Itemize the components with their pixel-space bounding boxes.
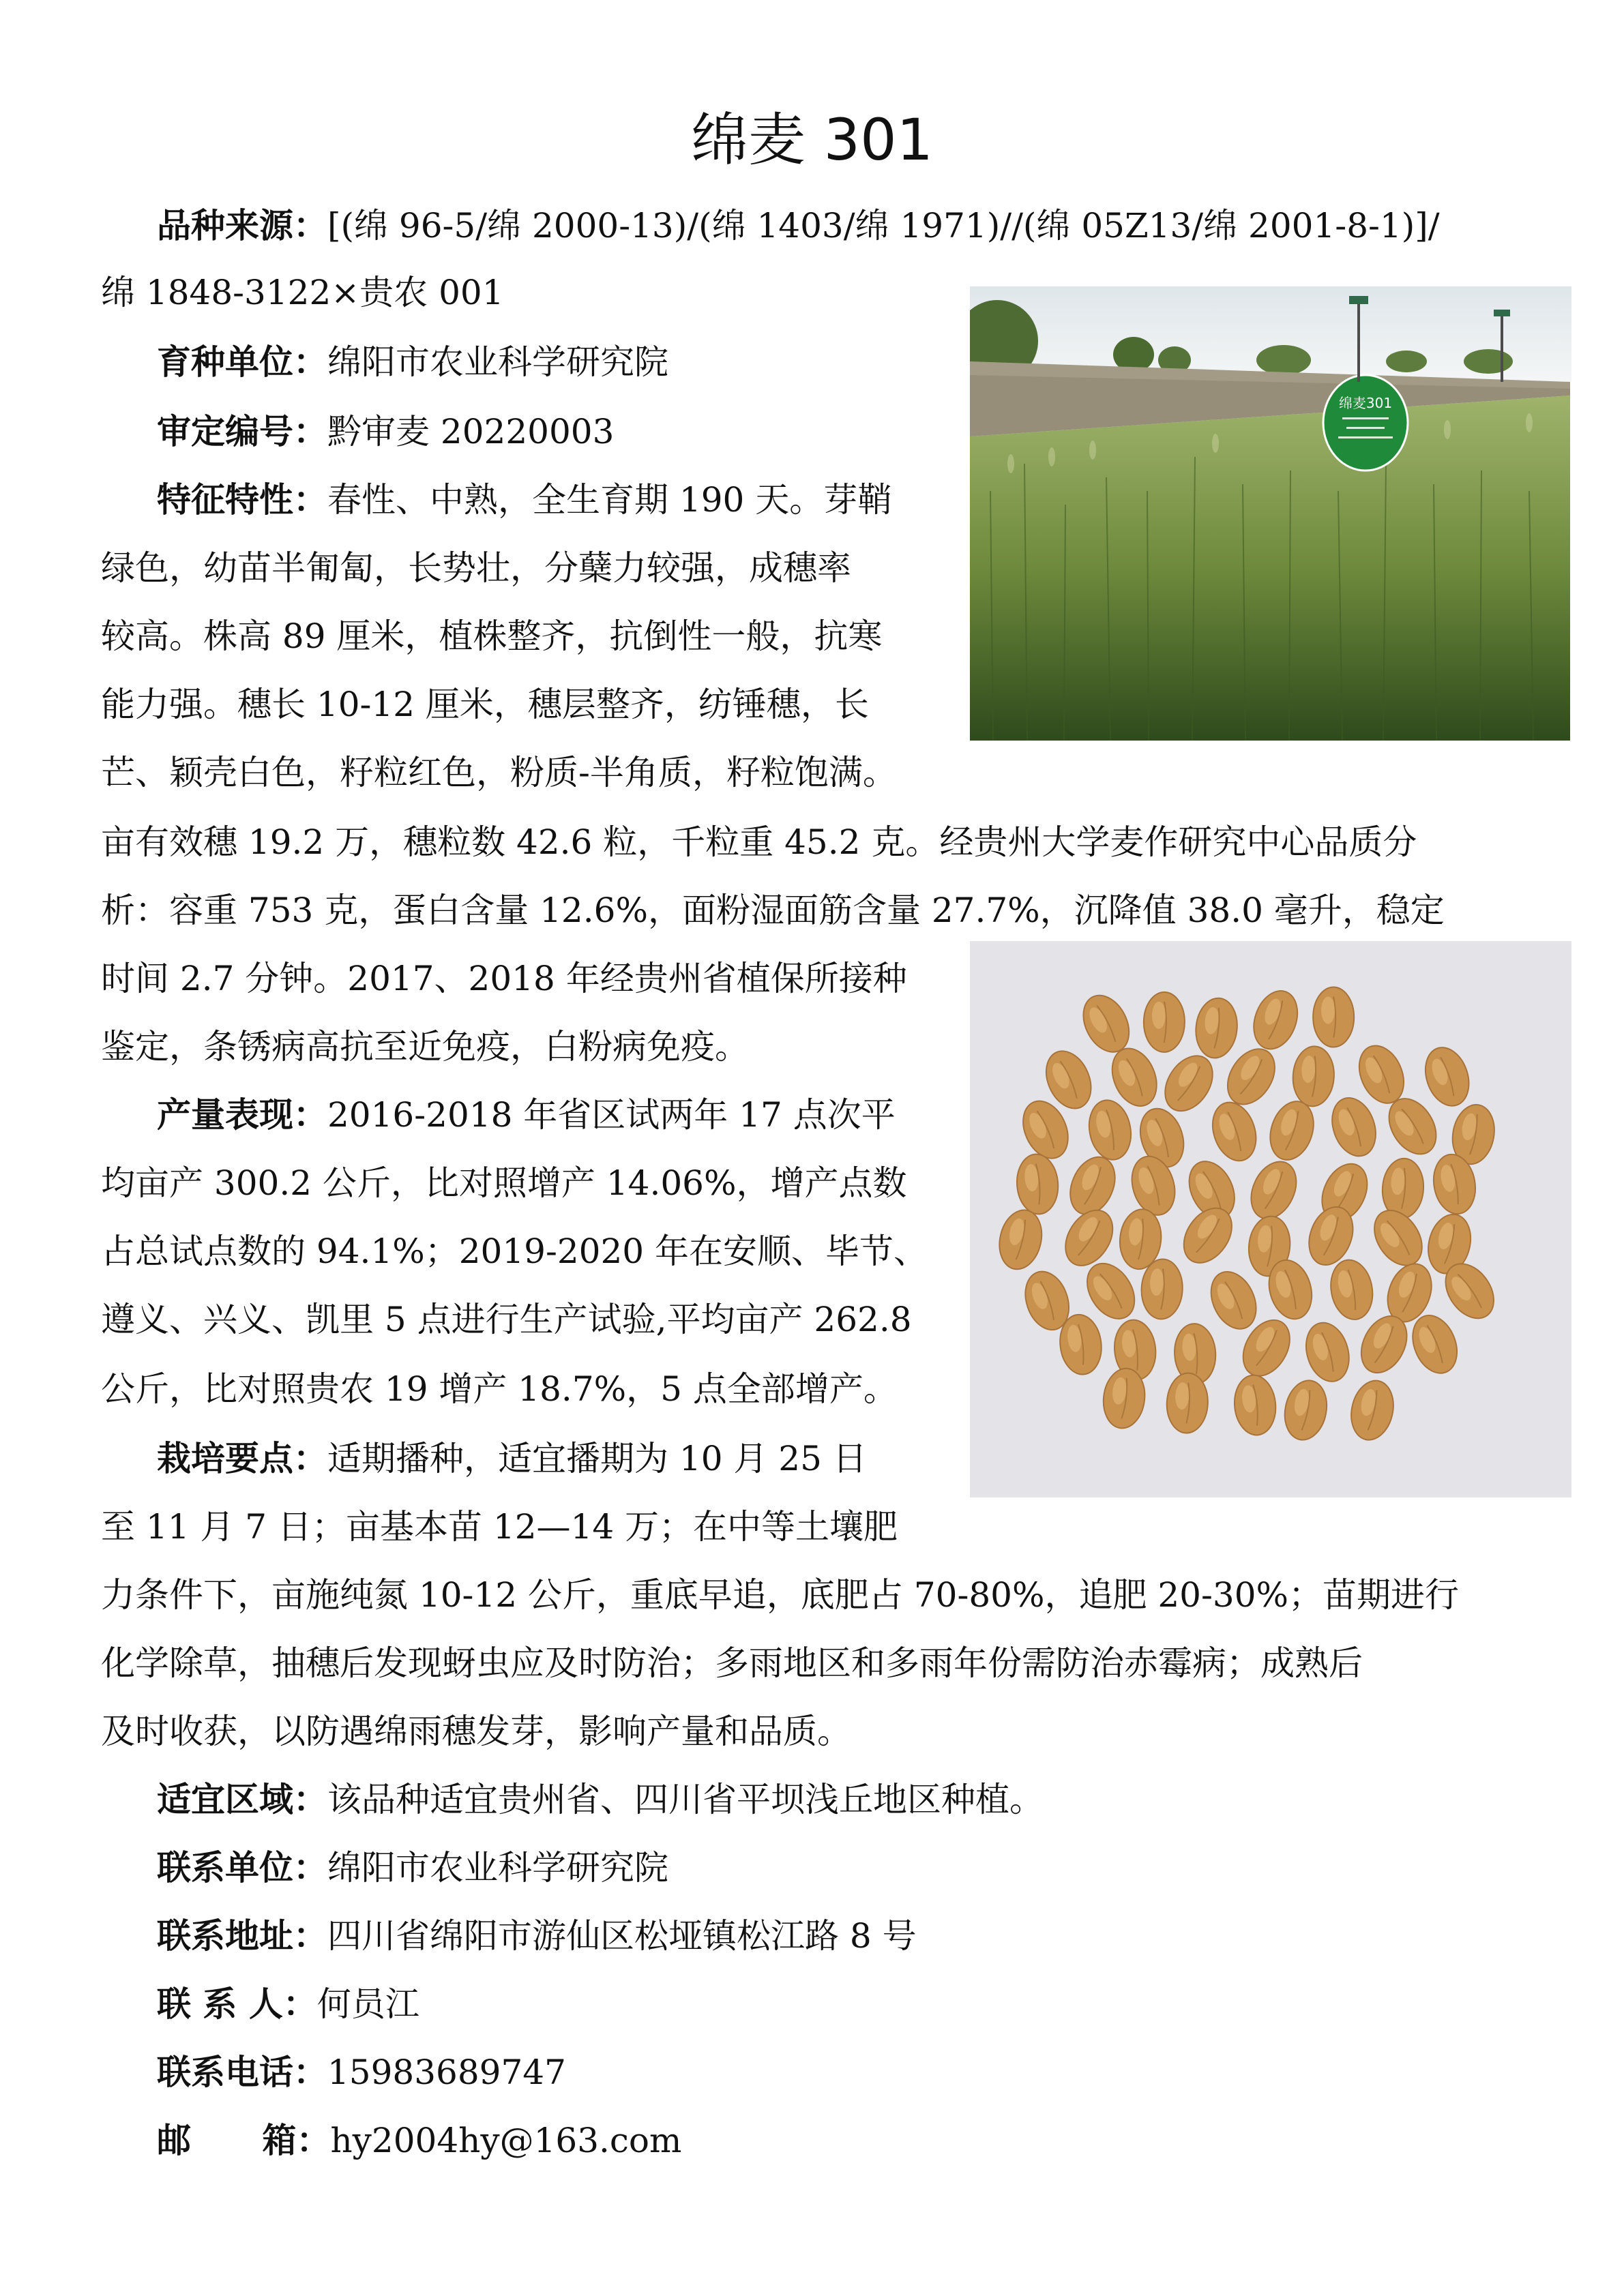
yield-line-4: 遵义、兴义、凯里 5 点进行生产试验,平均亩产 262.8 [101,1300,912,1339]
source-label: 品种来源： [157,206,327,245]
wheat-grain [1193,996,1240,1060]
source-line-1 [157,202,1440,250]
wheat-field-illustration [970,286,1571,741]
wheat-grain [1202,1264,1265,1336]
yield-line-2: 均亩产 300.2 公斤，比对照增产 14.06%，增产点数 [101,1163,907,1203]
address-line [157,1912,917,1960]
wheat-grains-photo [970,941,1571,1497]
phone-label: 联系电话： [157,2053,327,2092]
wheat-grain [1365,1202,1432,1274]
region-value: 该品种适宜贵州省、四川省平坝浅丘地区种植。 [327,1780,1044,1819]
wheat-grain [1299,1317,1355,1386]
address-value: 四川省绵阳市游仙区松垭镇松江路 8 号 [327,1916,917,1956]
wheat-grain [1346,1377,1399,1444]
wheat-grain [994,1206,1047,1273]
traits-line-6: 亩有效穗 19.2 万，穗粒数 42.6 粒，千粒重 45.2 克。经贵州大学麦作研究中心品质分 [101,822,1417,862]
wheat-grain [1291,1045,1335,1108]
cultivation-line-5: 及时收获，以防遇绵雨穗发芽，影响产量和品质。 [101,1712,851,1751]
email-label: 邮 箱： [157,2121,331,2160]
contact-unit-label: 联系单位： [157,1848,327,1888]
wheat-grain [1280,1377,1331,1444]
wheat-grain [1232,1373,1278,1437]
wheat-grain [1144,992,1185,1052]
wheat-field-photo [970,286,1571,741]
phone-line [157,2048,566,2096]
wheat-grain [1084,1097,1136,1163]
sign-title: 绵麦301 [1338,395,1393,411]
contact-person-value: 何员江 [316,1984,419,2024]
traits-line-1 [157,476,891,524]
traits-label: 特征特性： [157,480,327,520]
traits-line-4: 能力强。穗长 10-12 厘米，穗层整齐，纺锤穗，长 [101,685,869,724]
contact-person-line [157,1980,419,2028]
traits-line-2: 绿色，幼苗半匍匐，长势壮，分蘖力较强，成穗率 [101,548,851,588]
breeder-label: 育种单位： [157,342,327,382]
yield-text-1: 2016-2018 年省区试两年 17 点次平 [327,1095,896,1135]
traits-line-5: 芒、颖壳白色，籽粒红色，粉质-半角质，籽粒饱满。 [101,753,897,792]
yield-line-3: 占总试点数的 94.1%；2019-2020 年在安顺、毕节、 [101,1232,928,1271]
wheat-grain [1246,985,1305,1055]
cultivation-line-1 [157,1435,867,1482]
email-line [157,2117,681,2164]
wheat-grain [1313,987,1354,1047]
yield-line-5: 公斤，比对照贵农 19 增产 18.7%，5 点全部增产。 [101,1369,898,1409]
traits-line-8: 时间 2.7 分钟。2017、2018 年经贵州省植保所接种 [101,959,907,998]
traits-line-9: 鉴定，条锈病高抗至近免疫，白粉病免疫。 [101,1027,749,1067]
source-line-2: 绵 1848-3122×贵农 001 [101,273,504,312]
page-title: 绵麦 301 [690,106,934,173]
region-line [157,1776,1044,1823]
address-label: 联系地址： [157,1916,327,1956]
cultivation-line-4: 化学除草，抽穗后发现蚜虫应及时防治；多雨地区和多雨年份需防治赤霉病；成熟后 [101,1643,1363,1683]
traits-line-7: 析：容重 753 克，蛋白含量 12.6%，面粉湿面筋含量 27.7%，沉降值 38.0 毫升，稳定 [101,891,1445,930]
wheat-grain [1327,1257,1378,1323]
source-value-1: [(绵 96-5/绵 2000-13)/(绵 1403/绵 1971)//(绵 05Z13/绵 2001-8-1)]/ [327,206,1440,245]
variety-sign [1323,375,1408,471]
contact-unit-line [157,1844,668,1892]
traits-text-1: 春性、中熟，全生育期 190 天。芽鞘 [327,480,892,520]
yield-label: 产量表现： [157,1095,327,1135]
wheat-grain [1015,1152,1060,1215]
wheat-grain [1205,1097,1263,1166]
email-value: hy2004hy@163.com [330,2121,682,2160]
traits-line-3: 较高。株高 89 厘米，植株整齐，抗倒性一般，抗寒 [101,616,883,656]
approval-line [157,408,614,456]
wheat-grains-illustration [970,941,1571,1497]
cultivation-label: 栽培要点： [157,1439,327,1478]
wheat-grain [1166,1372,1209,1434]
phone-value: 15983689747 [327,2053,566,2092]
contact-person-label: 联 系 人： [157,1984,317,2024]
breeder-line [157,338,668,386]
wheat-grain [1056,1202,1122,1274]
wheat-grain [1418,1042,1476,1112]
cultivation-line-3: 力条件下，亩施纯氮 10-12 公斤，重底早追，底肥占 70-80%，追肥 20-30%；苗期进行 [101,1575,1460,1615]
cultivation-text-1: 适期播种，适宜播期为 10 月 25 日 [327,1439,867,1478]
cultivation-line-2: 至 11 月 7 日；亩基本苗 12—14 万；在中等土壤肥 [101,1507,898,1547]
approval-value: 黔审麦 20220003 [327,412,615,451]
contact-unit-value: 绵阳市农业科学研究院 [327,1848,668,1888]
wheat-grain [1243,1154,1305,1226]
wheat-grain [1325,1092,1383,1162]
approval-label: 审定编号： [157,412,327,451]
yield-line-1 [157,1091,896,1139]
breeder-value: 绵阳市农业科学研究院 [327,342,668,382]
region-label: 适宜区域： [157,1780,327,1819]
